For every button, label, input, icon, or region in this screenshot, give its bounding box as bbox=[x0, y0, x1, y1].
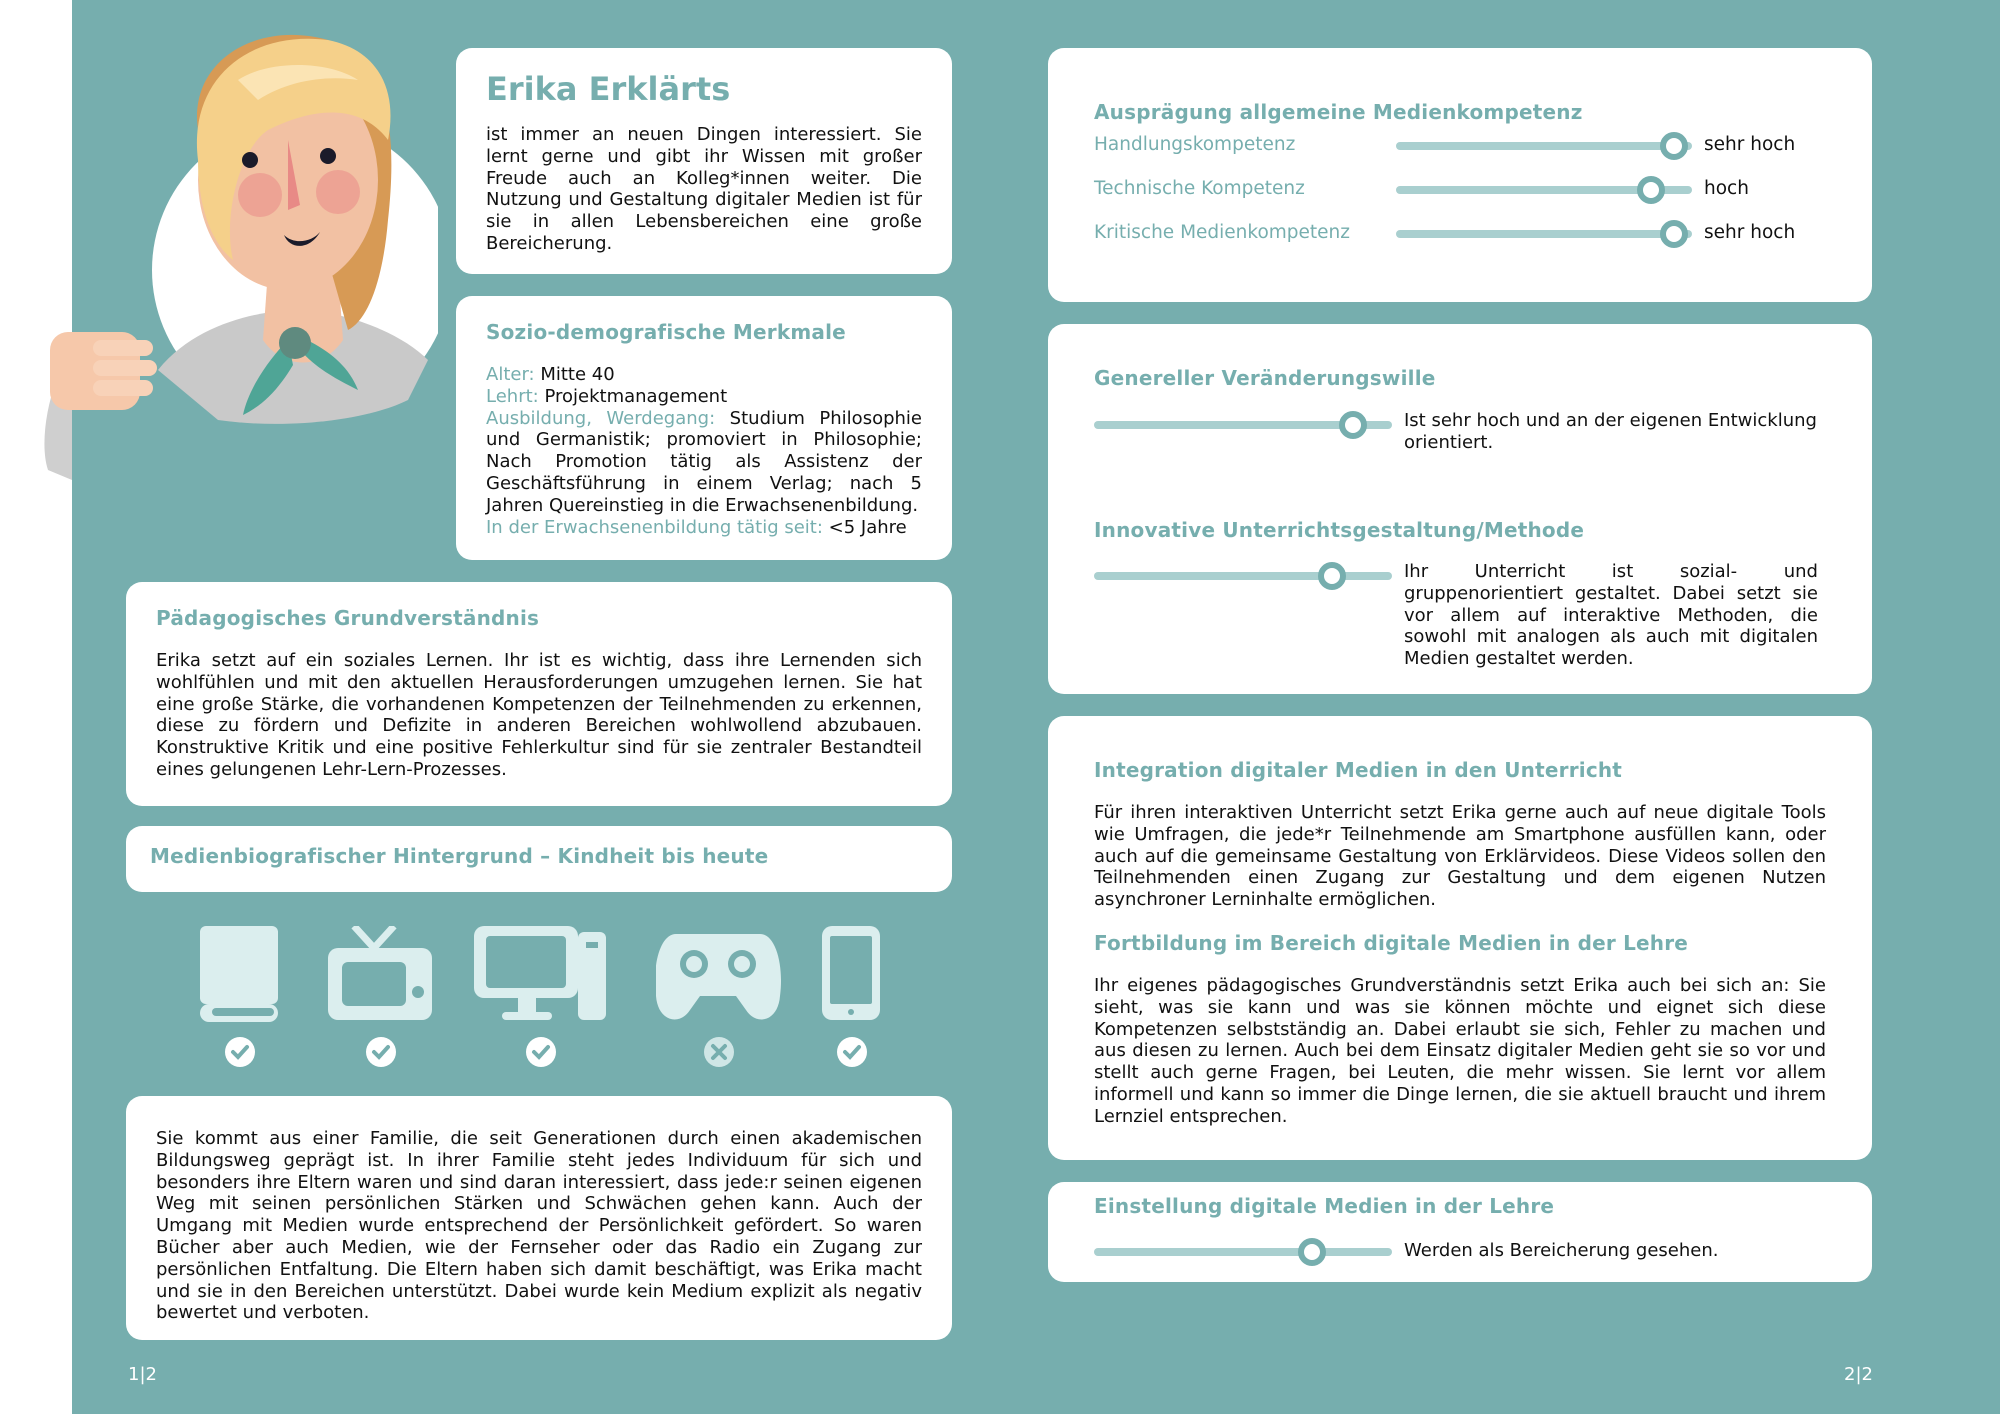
attitude-slider-knob bbox=[1298, 1238, 1326, 1266]
change-slider-knob bbox=[1339, 411, 1367, 439]
training-heading: Fortbildung im Bereich digitale Medien in der Lehre bbox=[1094, 930, 1689, 955]
competence-card bbox=[1048, 48, 1872, 302]
socio-details bbox=[486, 364, 922, 538]
check-icon bbox=[224, 1036, 256, 1068]
competence-slider-knob bbox=[1660, 132, 1688, 160]
competence-slider-track bbox=[1396, 142, 1692, 150]
gamepad-icon bbox=[656, 926, 782, 1026]
tv-icon bbox=[328, 926, 434, 1026]
media-bio-text: Sie kommt aus einer Familie, die seit Generationen durch einen akademischen Bildungsweg geprägt ist. In ihrer Familie steht jedes Individuum für sich und besonders ihre Eltern waren und sind daran interessiert, dass jede:r seinen eigenen Weg mit seinen persönlichen Stärken und Schwächen gehen kann. Auch der Umgang mit Medien wurde entsprechend der Persönlichkeit gefördert. So waren Bücher aber auch Medien, wie der Fernseher oder das Radio ein Zugang zur persönlichen Entfaltung. Die Eltern haben sich damit beschäftigt, was Erika macht und sie in den Bereichen unterstützt. Dabei wurde kein Medium explizit als negativ bewertet und verboten. bbox=[156, 1128, 922, 1324]
competence-label: Kritische Medienkompetenz bbox=[1094, 222, 1350, 243]
pedagogy-text: Erika setzt auf ein soziales Lernen. Ihr ist es wichtig, dass ihre Lernenden sich wohlfühlen und mit den aktuellen Herausforderungen umzugehen lernen. Sie hat eine große Stärke, die vorhandenen Kompetenzen der Teilnehmenden zu erkennen, diese zu fördern und Defizite in anderen Bereichen wohlwollend abzubauen. Konstruktive Kritik und eine positive Fehlerkultur sind für sie zentraler Bestandteil eines gelungenen Lehr-Lern-Prozesses. bbox=[156, 650, 922, 780]
education-value: Studium Philosophie und Germanistik; promoviert in Philosophie; Nach Promotion tätig als Assistenz der Geschäftsführung in einem Verlag; nach 5 Jahren Quereinstieg in die Erwachsenenbildung. bbox=[486, 407, 922, 516]
persona-intro: ist immer an neuen Dingen interessiert. Sie lernt gerne und gibt ihr Wissen mit großer Freude auch an Kolleg*innen weiter. Die Nutzung und Gestaltung digitaler Medien ist für sie in allen Lebensbereichen eine große Bereicherung. bbox=[486, 124, 922, 254]
attitude-slider-track bbox=[1094, 1248, 1392, 1256]
competence-value: sehr hoch bbox=[1704, 134, 1796, 155]
education-label: Ausbildung, Werdegang: bbox=[486, 407, 716, 429]
teaches-label: Lehrt: bbox=[486, 385, 539, 407]
integration-text: Für ihren interaktiven Unterricht setzt Erika gerne auch auf neue digitale Tools wie Umfragen, die jede*r Teilnehmende am Smartphone ausfüllen kann, oder auch auf die gemeinsame Gestaltung von Erklärvideos. Diese Videos sollen den Teilnehmenden einen Zugang zur Gestaltung und dem eigenen Nutzen asynchroner Lerninhalte ermöglichen. bbox=[1094, 802, 1826, 911]
competence-value: sehr hoch bbox=[1704, 222, 1796, 243]
attitude-heading: Einstellung digitale Medien in der Lehre bbox=[1094, 1194, 1555, 1218]
change-text: Ist sehr hoch und an der eigenen Entwicklung orientiert. bbox=[1404, 410, 1817, 453]
socio-card bbox=[456, 296, 952, 560]
change-heading: Genereller Veränderungswille bbox=[1094, 366, 1436, 390]
training-text: Ihr eigenes pädagogisches Grundverständnis setzt Erika auch bei sich an: Sie sieht, was sie kann und was sie können möchte und eignet sich diese Kompetenzen selbstständig an. Dabei erlaubt sie sich, Fehler zu machen und aus diesen zu lernen. Auch bei dem Einsatz digitaler Medien geht sie so vor und stellt auch gerne Fragen, bei Leuten, die mehr wissen. Sie lernt vor allem informell und kann so immer die Dinge lernen, die sie aktuell braucht und ihrem Lernziel entsprechen. bbox=[1094, 974, 1826, 1127]
competence-value: hoch bbox=[1704, 178, 1749, 199]
age-value: Mitte 40 bbox=[540, 364, 615, 385]
integration-heading: Integration digitaler Medien in den Unterricht bbox=[1094, 758, 1623, 782]
persona-name: Erika Erklärts bbox=[486, 70, 731, 108]
innovation-text: Ihr Unterricht ist sozial- und gruppenorientiert gestaltet. Dabei setzt sie vor allem auf interaktive Methoden, die sowohl mit analogen als auch mit digitalen Medien gestaltet werden. bbox=[1404, 561, 1818, 670]
integration-card bbox=[1048, 716, 1872, 1160]
teaches-value: Projektmanagement bbox=[544, 385, 728, 407]
attitude-text: Werden als Bereicherung gesehen. bbox=[1404, 1240, 1719, 1261]
media-bio-card bbox=[126, 1096, 952, 1340]
since-label: In der Erwachsenenbildung tätig seit: bbox=[486, 516, 823, 538]
competence-label: Handlungskompetenz bbox=[1094, 134, 1296, 155]
competence-label: Technische Kompetenz bbox=[1094, 178, 1305, 199]
computer-icon bbox=[474, 926, 608, 1026]
socio-heading: Sozio-demografische Merkmale bbox=[486, 320, 846, 344]
book-icon bbox=[198, 926, 282, 1026]
pedagogy-card bbox=[126, 582, 952, 806]
age-label: Alter: bbox=[486, 364, 535, 385]
competence-slider-track bbox=[1396, 230, 1692, 238]
competence-slider-knob bbox=[1660, 220, 1688, 248]
innovation-slider-knob bbox=[1318, 562, 1346, 590]
persona-illustration bbox=[38, 20, 438, 600]
competence-heading: Ausprägung allgemeine Medienkompetenz bbox=[1094, 100, 1583, 124]
smartphone-icon bbox=[822, 926, 882, 1026]
check-icon bbox=[365, 1036, 397, 1068]
page-number-left: 1|2 bbox=[128, 1364, 157, 1385]
pedagogy-heading: Pädagogisches Grundverständnis bbox=[156, 606, 540, 630]
attitude-card bbox=[1048, 1182, 1872, 1282]
cross-icon bbox=[703, 1036, 735, 1068]
since-value: <5 Jahre bbox=[828, 516, 907, 538]
check-icon bbox=[525, 1036, 557, 1068]
innovation-slider-track bbox=[1094, 572, 1392, 580]
change-card bbox=[1048, 324, 1872, 694]
media-bio-heading: Medienbiografischer Hintergrund – Kindheit bis heute bbox=[150, 844, 769, 868]
intro-card bbox=[456, 48, 952, 274]
page-number-right: 2|2 bbox=[1844, 1364, 1873, 1385]
competence-slider-knob bbox=[1637, 176, 1665, 204]
media-bio-heading-card bbox=[126, 826, 952, 892]
innovation-heading: Innovative Unterrichtsgestaltung/Methode bbox=[1094, 518, 1585, 542]
check-icon bbox=[836, 1036, 868, 1068]
